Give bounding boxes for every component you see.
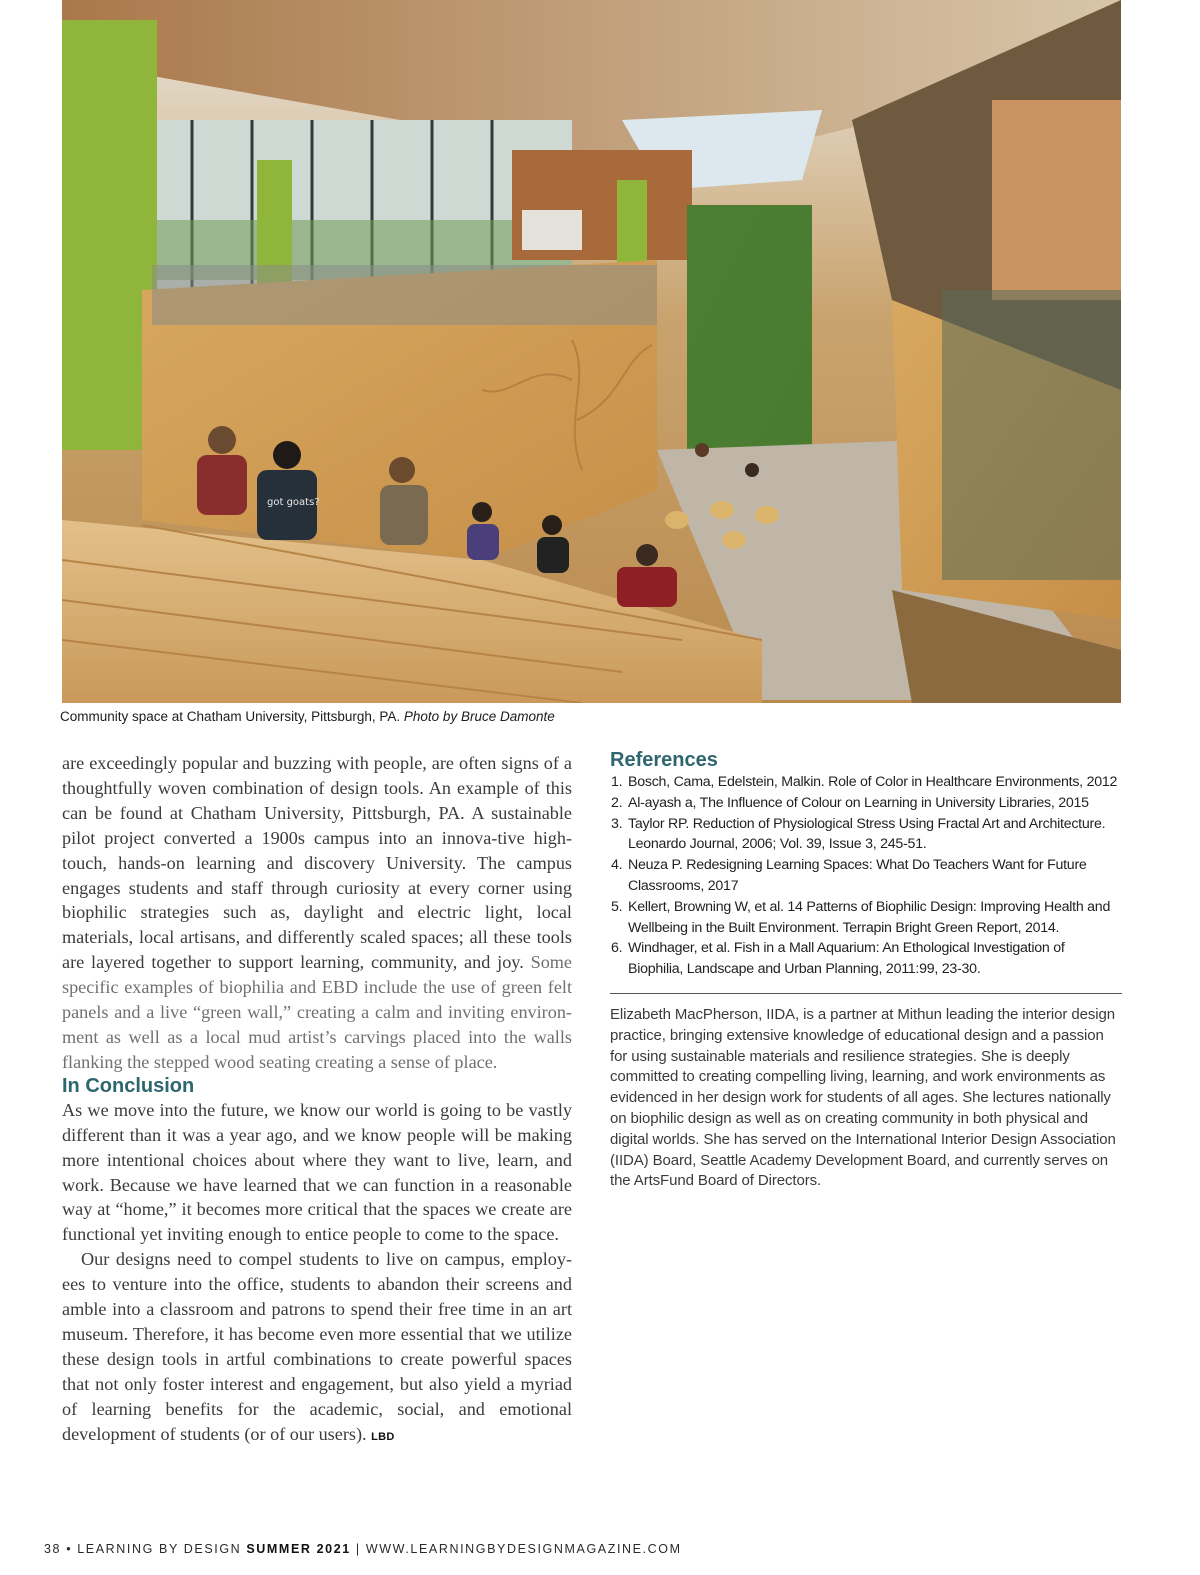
shirt-text: got goats? [267,497,320,508]
references-heading: References [610,749,718,771]
reference-number: 6. [611,940,623,957]
reference-text: Kellert, Browning W, et al. 14 Patterns of Biophilic Design: Improving Health and Wellbeing in the Built Environment. Terrapin Bright Green Report, 2014. [628,898,1111,936]
intro-main-text: are exceedingly popular and buzzing with people, are often signs of a thoughtfully woven combination of design tools. An example of this can be found at Chatham University, Pittsburgh, PA. A sustainable pilot project converted a 1900s campus into an innova-tive high-touch, hands-on learning and discovery University. The campus engages students and staff through curiosity at every corner using biophilic strategies such as, daylight and electric light, local materials, local artisans, and differently scaled spaces; all these tools are layered together to support learning, community, and joy. [62,753,572,973]
reference-text: Al-ayash a, The Influence of Colour on Learning in University Libraries, 2015 [628,794,1089,811]
references-list [610,772,1122,980]
reference-text: Neuza P. Redesigning Learning Spaces: What Do Teachers Want for Future Classrooms, 2017 [628,857,1087,894]
reference-number: 4. [611,857,623,874]
reference-number: 3. [611,815,623,832]
conclusion-paragraph-2-text: Our designs need to compel students to live on campus, employ-ees to venture into the office, students to abandon their screens and amble into a classroom and patrons to spend their free time in an art museum. Therefore, it has become even more essential that we utilize these design tools in artful combinations to create powerful spaces that not only foster interest and engagement, but also yield a myriad of learning benefits for the academic, social, and emotional development of students (or of our users). [62,1249,572,1444]
article-intro-paragraph [62,751,572,1075]
author-bio: Elizabeth MacPherson, IIDA, is a partner at Mithun leading the interior design practice, bringing extensive knowledge of educational design and a passion for using sustainable materials and resilience strategies. She is deeply committed to creating compelling living, learning, and work environments as evidenced in her design work for students of all ages. She lectures nationally on biophilic design as well as on creating community in both physical and digital worlds. She has served on the International Interior Design Association (IIDA) Board, Seattle Academy Development Board, and currently serves on the ArtsFund Board of Directors. [610,1005,1116,1190]
reference-number: 5. [611,898,623,915]
photo-caption [60,709,960,724]
issue-label: SUMMER 2021 [246,1542,351,1556]
reference-number: 1. [611,774,623,790]
reference-number: 2. [611,794,623,811]
reference-item [610,855,1122,897]
footer-divider: | [355,1542,361,1556]
conclusion-heading: In Conclusion [62,1074,195,1097]
reference-text: Bosch, Cama, Edelstein, Malkin. Role of Color in Healthcare Environments, 2012 [628,774,1118,790]
intro-muted-text: Some specific examples of biophilia and EBD include the use of green felt panels and a live “green wall,” creating a calm and inviting environ-ment as well as a local mud artist’s carvings placed into the walls flanking the stepped wood seating creating a sense of place. [62,952,573,1072]
footer-separator: • [66,1542,73,1556]
reference-text: Taylor RP. Reduction of Physiological Stress Using Fractal Art and Architecture. Leonardo Journal, 2006; Vol. 39, Issue 3, 245-51. [628,815,1106,853]
sidebar-column [610,749,1122,1192]
atrium-illustration [62,0,1121,703]
reference-item [610,938,1122,980]
reference-item [610,772,1122,793]
reference-item [610,897,1122,939]
caption-text: Community space at Chatham University, Pittsburgh, PA. [60,709,401,724]
hero-photo [62,0,1121,703]
reference-text: Windhager, et al. Fish in a Mall Aquarium: An Ethological Investigation of Biophilia, Landscape and Urban Planning, 2011:99, 23-30. [628,940,1065,978]
reference-item [610,814,1122,856]
lbd-end-mark: LBD [371,1430,395,1443]
page-number: 38 [44,1542,62,1556]
conclusion-paragraph-1: As we move into the future, we know our world is going to be vastly different than it was a year ago, and we know people will be making more intentional choices about where they want to live, learn, and work. Because we have learned that we can function in a reasonable way at “home,” it becomes more critical that the spaces we create are functional yet inviting enough to entice people to come to the space. [62,1099,572,1245]
photo-credit: Photo by Bruce Damonte [403,709,555,724]
page-footer [44,1542,1144,1556]
website-link[interactable]: WWW.LEARNINGBYDESIGNMAGAZINE.COM [365,1542,682,1556]
reference-item [610,793,1122,814]
conclusion-paragraph-2 [62,1247,572,1449]
magazine-name: LEARNING BY DESIGN [77,1542,242,1556]
section-divider [610,993,1122,994]
article-column [62,751,572,1449]
